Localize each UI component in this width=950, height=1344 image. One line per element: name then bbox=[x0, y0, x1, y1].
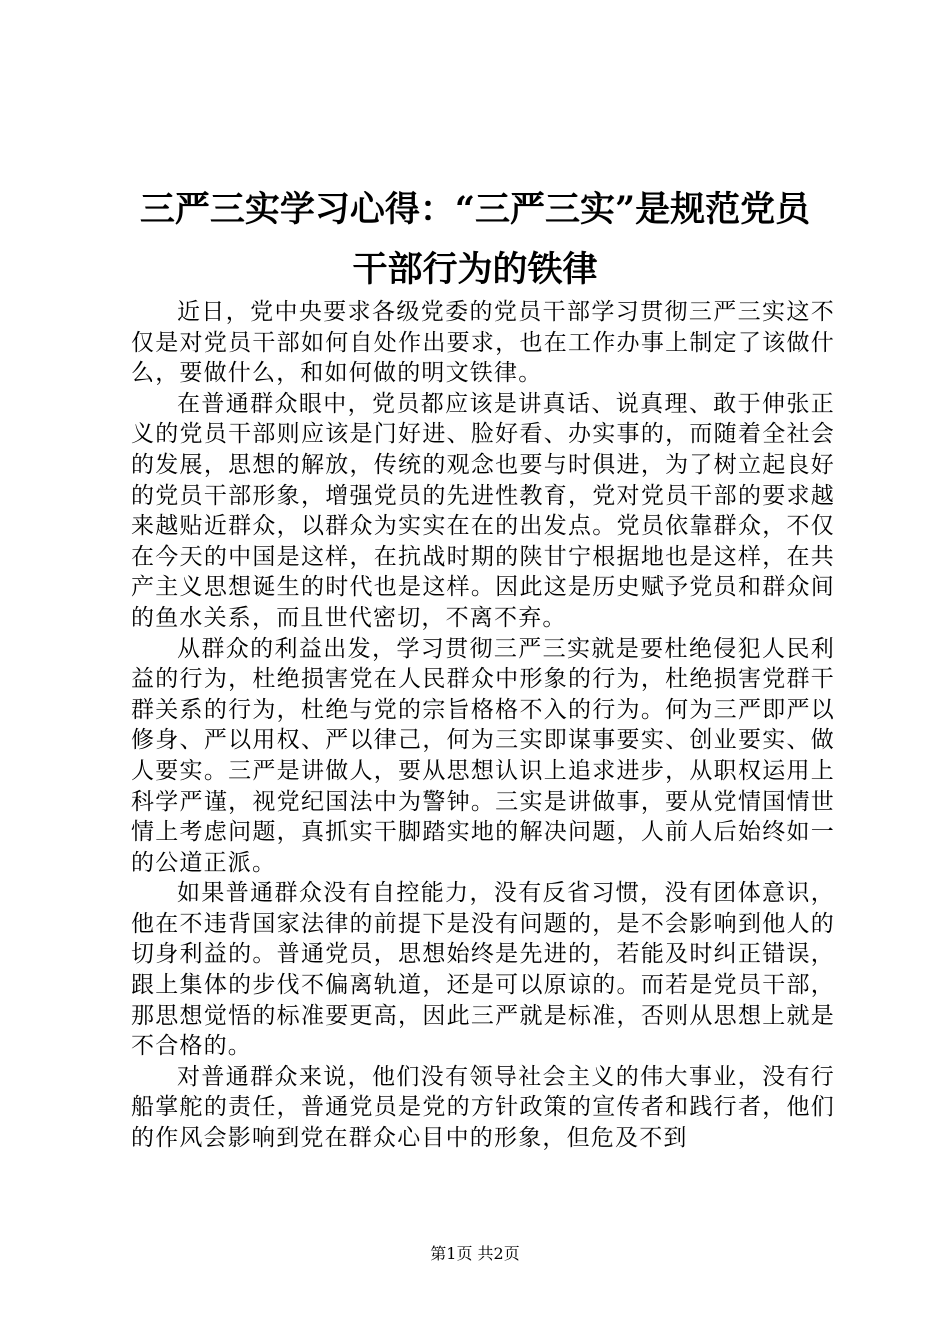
document-body bbox=[131, 297, 835, 1154]
document-title-line-1: 三严三实学习心得：“三严三实”是规范党员 bbox=[139, 189, 811, 230]
page-number-footer: 第1页 共2页 bbox=[430, 1244, 520, 1263]
document-title-line-2: 干部行为的铁律 bbox=[352, 249, 598, 290]
paragraph-4: 如果普通群众没有自控能力，没有反省习惯，没有团体意识，他在不违背国家法律的前提下是没有问题的，是不会影响到他人的切身利益的。普通党员，思想始终是先进的，若能及时纠正错误，跟上集体的步伐不偏离轨道，还是可以原谅的。而若是党员干部，那思想觉悟的标准要更高，因此三严就是标准，否则从思想上就是不合格的。 bbox=[131, 880, 835, 1060]
paragraph-3: 从群众的利益出发，学习贯彻三严三实就是要杜绝侵犯人民利益的行为，杜绝损害党在人民群众中形象的行为，杜绝损害党群干群关系的行为，杜绝与党的宗旨格格不入的行为。何为三严即严以修身、严以用权、严以律己，何为三实即谋事要实、创业要实、做人要实。三严是讲做人，要从思想认识上追求进步，从职权运用上科学严谨，视党纪国法中为警钟。三实是讲做事，要从党情国情世情上考虑问题，真抓实干脚踏实地的解决问题，人前人后始终如一的公道正派。 bbox=[131, 635, 835, 876]
paragraph-2: 在普通群众眼中，党员都应该是讲真话、说真理、敢于伸张正义的党员干部则应该是门好进、脸好看、办实事的，而随着全社会的发展，思想的解放，传统的观念也要与时俱进，为了树立起良好的党员干部形象，增强党员的先进性教育，党对党员干部的要求越来越贴近群众，以群众为实实在在的出发点。党员依靠群众，不仅在今天的中国是这样，在抗战时期的陕甘宁根据地也是这样，在共产主义思想诞生的时代也是这样。因此这是历史赋予党员和群众间的鱼水关系，而且世代密切，不离不弃。 bbox=[131, 390, 835, 631]
paragraph-5: 对普通群众来说，他们没有领导社会主义的伟大事业，没有行船掌舵的责任，普通党员是党的方针政策的宣传者和践行者，他们的作风会影响到党在群众心目中的形象，但危及不到 bbox=[131, 1063, 835, 1152]
paragraph-1: 近日，党中央要求各级党委的党员干部学习贯彻三严三实这不仅是对党员干部如何自处作出要求，也在工作办事上制定了该做什么，要做什么，和如何做的明文铁律。 bbox=[131, 299, 835, 387]
